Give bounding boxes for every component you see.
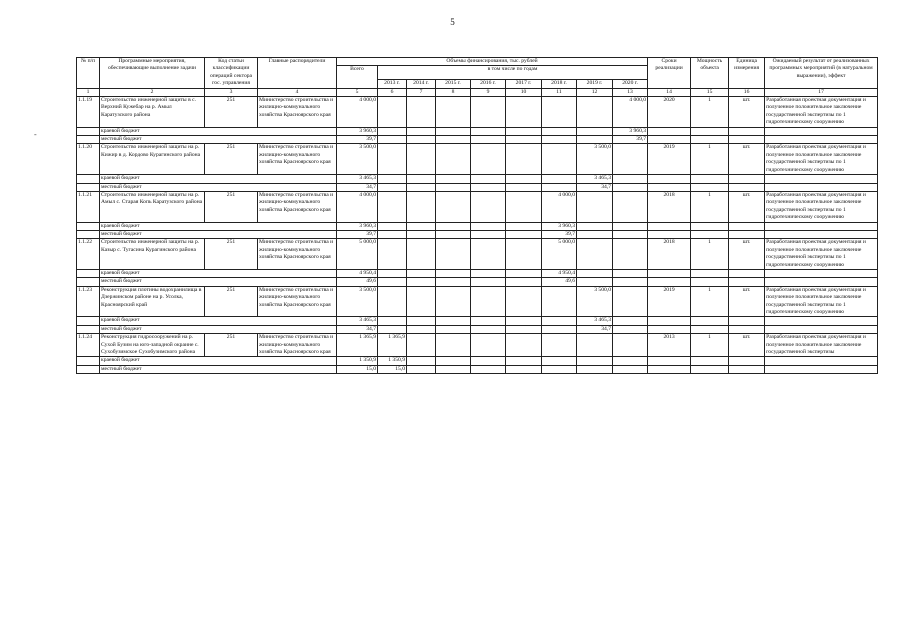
column-number: 6 (378, 88, 407, 96)
funding-year-value (378, 175, 407, 183)
funding-year-value (613, 175, 648, 183)
funding-year-value (378, 325, 407, 333)
column-number: 17 (765, 88, 878, 96)
row-year-value (506, 286, 542, 317)
funding-total: 3 960,3 (337, 222, 378, 230)
funding-year-value: 3 465,3 (577, 175, 613, 183)
funding-year-value: 34,7 (577, 325, 613, 333)
funding-year-value (378, 136, 407, 144)
funding-year-value (407, 278, 436, 286)
funding-year-value (471, 136, 506, 144)
table-row (77, 334, 878, 357)
row-year-value (613, 286, 648, 317)
funding-label: местный бюджет (100, 365, 337, 373)
row-year-value: 4 000,0 (542, 191, 577, 222)
column-number: 5 (337, 88, 378, 96)
funding-year-value (577, 357, 613, 365)
row-year-value (407, 191, 436, 222)
row-year-value (407, 239, 436, 270)
header-year: 2018 г. (542, 80, 577, 88)
row-total: 1 365,9 (337, 334, 378, 357)
funding-year-value: 15,0 (378, 365, 407, 373)
funding-row (77, 136, 878, 144)
funding-year-value (613, 278, 648, 286)
row-total: 4 000,0 (337, 191, 378, 222)
header-unit: Единица измерения (729, 58, 765, 89)
row-result: Разработанная проектная документация и полученное положительное заключение государственной экспертизы по 1 гидротехническому сооружению (765, 144, 878, 175)
row-year-value (436, 239, 471, 270)
column-number: 8 (436, 88, 471, 96)
row-year-value (506, 239, 542, 270)
funding-year-value (436, 357, 471, 365)
row-number: 1.1.22 (77, 239, 100, 270)
header-capacity: Мощность объекта (691, 58, 729, 89)
row-year-value (471, 97, 506, 128)
row-capacity: 1 (691, 144, 729, 175)
column-number-row (77, 88, 878, 96)
funding-label: краевой бюджет (100, 357, 337, 365)
row-year-value (542, 334, 577, 357)
page-number: 5 (450, 17, 455, 27)
row-year-value (436, 97, 471, 128)
funding-year-value (407, 230, 436, 238)
funding-year-value (436, 222, 471, 230)
funding-year-value (378, 230, 407, 238)
row-code: 251 (205, 239, 258, 270)
row-term: 2018 (648, 239, 691, 270)
row-result: Разработанная проектная документация и полученное положительное заключение государственной экспертизы по 1 гидротехническому сооружению (765, 239, 878, 270)
header-by-years: в том числе по годам (378, 66, 648, 80)
row-capacity: 1 (691, 191, 729, 222)
row-year-value (378, 191, 407, 222)
funding-year-value: 3 960,3 (613, 127, 648, 135)
funding-label: местный бюджет (100, 230, 337, 238)
funding-year-value (378, 183, 407, 191)
funding-year-value (378, 269, 407, 277)
row-year-value: 5 000,0 (542, 239, 577, 270)
row-term: 2019 (648, 144, 691, 175)
row-term: 2018 (648, 191, 691, 222)
row-code: 251 (205, 334, 258, 357)
funding-year-value (471, 325, 506, 333)
header-volumes: Объемы финансирования, тыс. рублей (337, 58, 648, 66)
header-year: 2016 г. (471, 80, 506, 88)
column-number: 14 (648, 88, 691, 96)
row-unit: шт. (729, 191, 765, 222)
row-year-value (407, 144, 436, 175)
column-number: 7 (407, 88, 436, 96)
margin-mark: - (34, 130, 37, 139)
row-total: 3 500,0 (337, 286, 378, 317)
row-year-value (471, 334, 506, 357)
funding-year-value (407, 269, 436, 277)
table-row (77, 286, 878, 317)
funding-year-value (407, 175, 436, 183)
funding-total: 3 465,3 (337, 317, 378, 325)
header-terms: Сроки реализации (648, 58, 691, 89)
column-number: 16 (729, 88, 765, 96)
row-unit: шт. (729, 144, 765, 175)
row-year-value (471, 144, 506, 175)
funding-total: 39,7 (337, 230, 378, 238)
row-year-value (378, 144, 407, 175)
row-result: Разработанная проектная документация и полученное положительное заключение государственной экспертизы (765, 334, 878, 357)
row-result: Разработанная проектная документация и полученное положительное заключение государственной экспертизы по 1 гидротехническому сооружению (765, 191, 878, 222)
row-year-value (506, 144, 542, 175)
row-event-name: Строительство инженерной защиты в с. Верхний Кужебар на р. Амыл Каратузского района (100, 97, 205, 128)
funding-year-value (506, 175, 542, 183)
row-total: 3 500,0 (337, 144, 378, 175)
header-year: 2017 г. (506, 80, 542, 88)
table-row (77, 239, 878, 270)
row-year-value (506, 97, 542, 128)
row-capacity: 1 (691, 286, 729, 317)
header-result: Ожидаемый результат от реализованных программных мероприятий (в натуральном выражении), эффект (765, 58, 878, 89)
funding-year-value (542, 175, 577, 183)
column-number: 10 (506, 88, 542, 96)
funding-year-value (542, 136, 577, 144)
column-number: 2 (100, 88, 205, 96)
funding-year-value (436, 278, 471, 286)
funding-year-value (542, 357, 577, 365)
funding-row (77, 230, 878, 238)
column-number: 3 (205, 88, 258, 96)
funding-year-value (542, 325, 577, 333)
row-code: 251 (205, 97, 258, 128)
funding-year-value (436, 127, 471, 135)
row-code: 251 (205, 144, 258, 175)
funding-year-value (436, 230, 471, 238)
row-year-value (577, 334, 613, 357)
funding-year-value (577, 136, 613, 144)
funding-year-value (613, 317, 648, 325)
row-year-value (542, 97, 577, 128)
row-manager: Министерство строительства и жилищно-коммунального хозяйства Красноярского края (258, 286, 337, 317)
row-term: 2019 (648, 286, 691, 317)
funding-year-value (506, 269, 542, 277)
funding-year-value (407, 183, 436, 191)
row-event-name: Реконструкция гидросооружений на р. Сухой Бузим на юго-западной окраине с. Сухобузимское Сухобузимского района (100, 334, 205, 357)
row-year-value (542, 286, 577, 317)
row-year-value (407, 334, 436, 357)
funding-year-value: 3 465,3 (577, 317, 613, 325)
row-number: 1.1.20 (77, 144, 100, 175)
row-event-name: Реконструкция плотины водохранилища в Дзержинском районе на р. Усолка, Красноярский край (100, 286, 205, 317)
row-year-value (613, 239, 648, 270)
funding-year-value (471, 183, 506, 191)
program-table (76, 57, 878, 374)
header-event: Программные мероприятия, обеспечивающие выполнение задачи (100, 58, 205, 89)
funding-year-value (471, 365, 506, 373)
funding-year-value (436, 365, 471, 373)
row-year-value: 3 500,0 (577, 144, 613, 175)
column-number: 13 (613, 88, 648, 96)
row-year-value (436, 191, 471, 222)
row-manager: Министерство строительства и жилищно-коммунального хозяйства Красноярского края (258, 239, 337, 270)
funding-year-value (506, 365, 542, 373)
funding-year-value (542, 317, 577, 325)
column-number: 9 (471, 88, 506, 96)
funding-year-value (407, 127, 436, 135)
funding-row (77, 269, 878, 277)
row-result: Разработанная проектная документация и полученное положительное заключение государственной экспертизы по 1 гидротехническому сооружению (765, 286, 878, 317)
row-year-value (378, 97, 407, 128)
funding-year-value: 39,7 (613, 136, 648, 144)
row-number: 1.1.21 (77, 191, 100, 222)
row-event-name: Строительство инженерной защиты на р. Кижир в д. Кордово Курагинского района (100, 144, 205, 175)
funding-label: местный бюджет (100, 278, 337, 286)
funding-year-value (471, 222, 506, 230)
column-number: 15 (691, 88, 729, 96)
row-unit: шт. (729, 286, 765, 317)
header-year: 2013 г. (378, 80, 407, 88)
funding-year-value (506, 230, 542, 238)
column-number: 12 (577, 88, 613, 96)
funding-year-value (613, 230, 648, 238)
row-event-name: Строительство инженерной защиты на р. Амыл с. Старая Копь Каратузского района (100, 191, 205, 222)
row-total: 4 000,0 (337, 97, 378, 128)
row-code: 251 (205, 191, 258, 222)
funding-total: 34,7 (337, 325, 378, 333)
row-term: 2013 (648, 334, 691, 357)
funding-year-value (471, 175, 506, 183)
funding-year-value (378, 278, 407, 286)
row-year-value (506, 191, 542, 222)
row-year-value: 3 500,0 (577, 286, 613, 317)
header-code: Код статьи классификации операций сектора гос. управления (205, 58, 258, 89)
funding-year-value (613, 269, 648, 277)
row-number: 1.1.24 (77, 334, 100, 357)
row-year-value (613, 334, 648, 357)
funding-year-value: 39,7 (542, 230, 577, 238)
funding-year-value (577, 269, 613, 277)
funding-year-value (506, 183, 542, 191)
funding-year-value (577, 278, 613, 286)
funding-year-value (506, 317, 542, 325)
funding-year-value (436, 136, 471, 144)
row-manager: Министерство строительства и жилищно-коммунального хозяйства Красноярского края (258, 144, 337, 175)
row-year-value (577, 191, 613, 222)
funding-year-value (577, 222, 613, 230)
row-year-value (407, 97, 436, 128)
column-number: 4 (258, 88, 337, 96)
funding-year-value (613, 222, 648, 230)
row-term: 2020 (648, 97, 691, 128)
funding-label: местный бюджет (100, 136, 337, 144)
row-year-value (378, 286, 407, 317)
funding-row (77, 222, 878, 230)
funding-year-value (471, 317, 506, 325)
funding-year-value (613, 357, 648, 365)
funding-year-value (542, 127, 577, 135)
funding-label: краевой бюджет (100, 269, 337, 277)
funding-year-value (506, 357, 542, 365)
header-num: № п/п (77, 58, 100, 89)
funding-year-value (577, 127, 613, 135)
funding-total: 4 950,4 (337, 269, 378, 277)
funding-year-value (471, 278, 506, 286)
funding-row (77, 175, 878, 183)
funding-year-value (407, 357, 436, 365)
funding-year-value (436, 325, 471, 333)
row-number: 1.1.19 (77, 97, 100, 128)
row-year-value (378, 239, 407, 270)
funding-year-value (378, 317, 407, 325)
funding-year-value (577, 365, 613, 373)
row-year-value: 1 365,9 (378, 334, 407, 357)
funding-year-value (436, 183, 471, 191)
header-year: 2019 г. (577, 80, 613, 88)
funding-row (77, 278, 878, 286)
funding-year-value (407, 325, 436, 333)
funding-total: 49,6 (337, 278, 378, 286)
funding-year-value (577, 230, 613, 238)
row-year-value (407, 286, 436, 317)
funding-label: краевой бюджет (100, 127, 337, 135)
row-event-name: Строительство инженерной защиты на р. Казыр с. Тугасина Курагинского района (100, 239, 205, 270)
funding-total: 15,0 (337, 365, 378, 373)
row-number: 1.1.23 (77, 286, 100, 317)
funding-label: краевой бюджет (100, 317, 337, 325)
row-year-value (436, 286, 471, 317)
funding-year-value (613, 325, 648, 333)
row-year-value (542, 144, 577, 175)
funding-year-value (613, 183, 648, 191)
header-year: 2020 г. (613, 80, 648, 88)
funding-row (77, 127, 878, 135)
row-unit: шт. (729, 334, 765, 357)
funding-total: 1 350,9 (337, 357, 378, 365)
row-capacity: 1 (691, 97, 729, 128)
funding-year-value (506, 278, 542, 286)
funding-year-value (407, 136, 436, 144)
funding-year-value (436, 317, 471, 325)
funding-year-value (407, 222, 436, 230)
funding-total: 3 465,3 (337, 175, 378, 183)
row-year-value (613, 144, 648, 175)
funding-year-value (471, 357, 506, 365)
table-row (77, 97, 878, 128)
funding-year-value (506, 136, 542, 144)
funding-year-value: 34,7 (577, 183, 613, 191)
funding-year-value (506, 325, 542, 333)
funding-label: краевой бюджет (100, 222, 337, 230)
funding-year-value (471, 127, 506, 135)
funding-row (77, 183, 878, 191)
row-year-value (577, 239, 613, 270)
row-manager: Министерство строительства и жилищно-коммунального хозяйства Красноярского края (258, 334, 337, 357)
row-year-value (577, 97, 613, 128)
funding-year-value (436, 175, 471, 183)
funding-year-value (542, 183, 577, 191)
row-capacity: 1 (691, 334, 729, 357)
funding-year-value (506, 222, 542, 230)
funding-year-value (471, 230, 506, 238)
funding-total: 39,7 (337, 136, 378, 144)
funding-label: местный бюджет (100, 183, 337, 191)
header-manager: Главные распорядители (258, 58, 337, 89)
funding-year-value: 4 950,4 (542, 269, 577, 277)
row-total: 5 000,0 (337, 239, 378, 270)
funding-label: краевой бюджет (100, 175, 337, 183)
funding-year-value (471, 269, 506, 277)
funding-total: 3 960,3 (337, 127, 378, 135)
row-manager: Министерство строительства и жилищно-коммунального хозяйства Красноярского края (258, 191, 337, 222)
funding-year-value (436, 269, 471, 277)
funding-year-value (613, 365, 648, 373)
funding-year-value (407, 365, 436, 373)
funding-year-value (542, 365, 577, 373)
row-capacity: 1 (691, 239, 729, 270)
row-manager: Министерство строительства и жилищно-коммунального хозяйства Красноярского края (258, 97, 337, 128)
funding-year-value (407, 317, 436, 325)
funding-total: 34,7 (337, 183, 378, 191)
row-year-value: 4 000,0 (613, 97, 648, 128)
row-year-value (471, 191, 506, 222)
row-unit: шт. (729, 239, 765, 270)
funding-row (77, 357, 878, 365)
funding-row (77, 365, 878, 373)
row-year-value (613, 191, 648, 222)
funding-row (77, 317, 878, 325)
funding-year-value: 1 350,9 (378, 357, 407, 365)
header-total: Всего (337, 66, 378, 88)
funding-year-value: 49,6 (542, 278, 577, 286)
funding-year-value (378, 127, 407, 135)
row-year-value (436, 144, 471, 175)
header-year: 2015 г. (436, 80, 471, 88)
funding-label: местный бюджет (100, 325, 337, 333)
row-year-value (471, 239, 506, 270)
table-row (77, 144, 878, 175)
table-row (77, 191, 878, 222)
funding-year-value: 3 960,3 (542, 222, 577, 230)
funding-row (77, 325, 878, 333)
row-unit: шт. (729, 97, 765, 128)
row-year-value (436, 334, 471, 357)
funding-year-value (506, 127, 542, 135)
row-result: Разработанная проектная документация и полученное положительное заключение государственной экспертизы по 1 гидротехническому сооружению (765, 97, 878, 128)
column-number: 1 (77, 88, 100, 96)
row-code: 251 (205, 286, 258, 317)
column-number: 11 (542, 88, 577, 96)
header-year: 2014 г. (407, 80, 436, 88)
row-year-value (506, 334, 542, 357)
row-year-value (471, 286, 506, 317)
funding-year-value (378, 222, 407, 230)
